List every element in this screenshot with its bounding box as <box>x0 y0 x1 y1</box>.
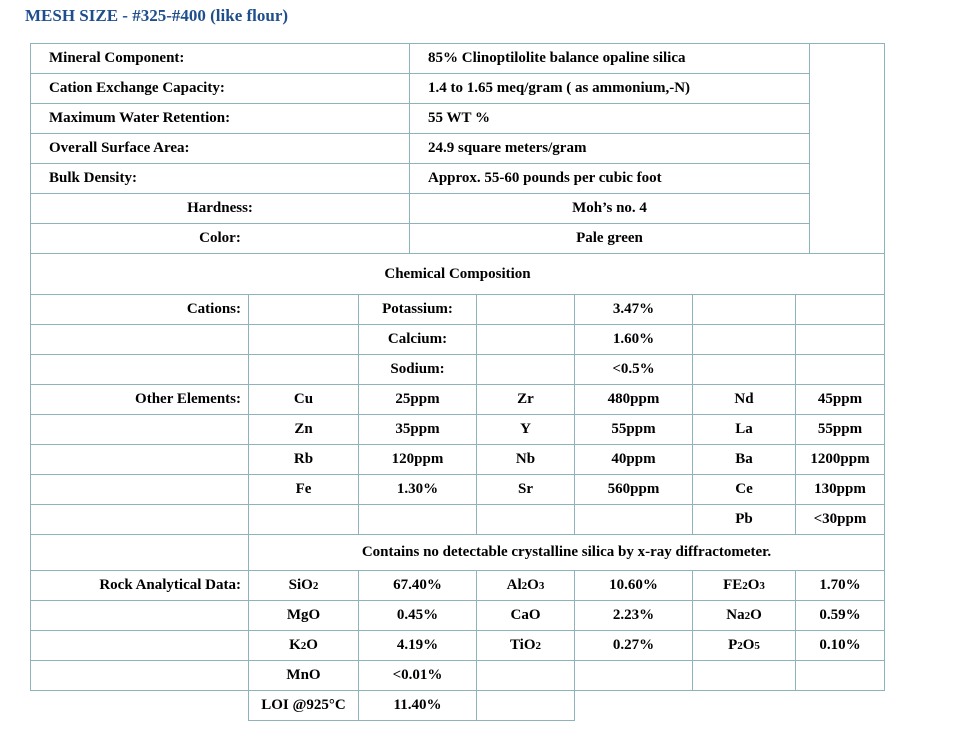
empty-cell <box>795 294 885 325</box>
element-value: 480ppm <box>574 384 693 415</box>
empty-cell <box>476 354 575 385</box>
oxide-value: 2.23% <box>574 600 693 631</box>
cations-label: Cations: <box>30 294 249 325</box>
element-symbol: Ba <box>692 444 796 475</box>
oxide-formula: MgO <box>248 600 359 631</box>
cations-label <box>30 354 249 385</box>
page-title: MESH SIZE - #325-#400 (like flour) <box>25 6 289 25</box>
oxide-value: 10.60% <box>574 570 693 601</box>
property-label: Bulk Density: <box>30 163 410 194</box>
element-symbol: Sr <box>476 474 575 505</box>
oxide-value: <0.01% <box>358 660 477 691</box>
cation-name: Sodium: <box>358 354 477 385</box>
element-value: <30ppm <box>795 504 885 535</box>
empty-side-cell <box>809 43 885 254</box>
oxide-formula <box>476 660 575 691</box>
element-value: 40ppm <box>574 444 693 475</box>
element-value: 55ppm <box>795 414 885 445</box>
element-value: 1200ppm <box>795 444 885 475</box>
cation-value: 3.47% <box>574 294 693 325</box>
element-value: 25ppm <box>358 384 477 415</box>
property-label: Maximum Water Retention: <box>30 103 410 134</box>
empty-cell <box>248 354 359 385</box>
element-value: 35ppm <box>358 414 477 445</box>
element-value: 560ppm <box>574 474 693 505</box>
property-value: 1.4 to 1.65 meq/gram ( as ammonium,-N) <box>409 73 810 104</box>
property-value: Approx. 55-60 pounds per cubic foot <box>409 163 810 194</box>
element-value: 45ppm <box>795 384 885 415</box>
other-elements-label <box>30 444 249 475</box>
rock-analytical-label <box>30 600 249 631</box>
empty-cell <box>476 690 575 721</box>
silica-note: Contains no detectable crystalline silica by x-ray diffractometer. <box>248 534 885 571</box>
loi-label: LOI @925°C <box>248 690 359 721</box>
oxide-formula: K 2 O <box>248 630 359 661</box>
cations-label <box>30 324 249 355</box>
property-label: Color: <box>30 223 410 254</box>
oxide-value: 0.59% <box>795 600 885 631</box>
property-label: Cation Exchange Capacity: <box>30 73 410 104</box>
element-value <box>574 504 693 535</box>
other-elements-label <box>30 414 249 445</box>
oxide-value <box>795 660 885 691</box>
oxide-value: 0.45% <box>358 600 477 631</box>
oxide-formula: TiO 2 <box>476 630 575 661</box>
empty-cell <box>795 324 885 355</box>
element-symbol: Cu <box>248 384 359 415</box>
rock-analytical-label <box>30 630 249 661</box>
element-symbol <box>476 504 575 535</box>
empty-cell <box>692 294 796 325</box>
property-value: 24.9 square meters/gram <box>409 133 810 164</box>
empty-cell <box>248 294 359 325</box>
empty-cell <box>795 354 885 385</box>
loi-value: 11.40% <box>358 690 477 721</box>
oxide-formula: MnO <box>248 660 359 691</box>
oxide-value: 67.40% <box>358 570 477 601</box>
property-value: Moh’s no. 4 <box>409 193 810 224</box>
element-symbol: Zr <box>476 384 575 415</box>
empty-cell <box>476 324 575 355</box>
element-symbol: Ce <box>692 474 796 505</box>
empty-cell <box>692 354 796 385</box>
element-symbol: La <box>692 414 796 445</box>
element-value: 55ppm <box>574 414 693 445</box>
other-elements-label: Other Elements: <box>30 384 249 415</box>
oxide-value <box>574 660 693 691</box>
other-elements-label <box>30 504 249 535</box>
element-symbol: Fe <box>248 474 359 505</box>
oxide-value: 0.27% <box>574 630 693 661</box>
element-symbol: Nd <box>692 384 796 415</box>
oxide-formula: Na 2 O <box>692 600 796 631</box>
other-elements-label <box>30 474 249 505</box>
cation-value: <0.5% <box>574 354 693 385</box>
oxide-formula: SiO 2 <box>248 570 359 601</box>
oxide-value: 0.10% <box>795 630 885 661</box>
property-value: Pale green <box>409 223 810 254</box>
property-label: Overall Surface Area: <box>30 133 410 164</box>
oxide-value: 4.19% <box>358 630 477 661</box>
empty-cell <box>30 534 249 571</box>
element-symbol: Y <box>476 414 575 445</box>
element-value: 1.30% <box>358 474 477 505</box>
element-symbol: Pb <box>692 504 796 535</box>
rock-analytical-label: Rock Analytical Data: <box>30 570 249 601</box>
element-symbol: Nb <box>476 444 575 475</box>
oxide-value: 1.70% <box>795 570 885 601</box>
element-value <box>358 504 477 535</box>
property-label: Mineral Component: <box>30 43 410 74</box>
oxide-formula: CaO <box>476 600 575 631</box>
element-value: 120ppm <box>358 444 477 475</box>
oxide-formula: FE 2 O 3 <box>692 570 796 601</box>
property-label: Hardness: <box>30 193 410 224</box>
rock-analytical-label <box>30 660 249 691</box>
cation-name: Calcium: <box>358 324 477 355</box>
empty-cell <box>692 324 796 355</box>
element-value: 130ppm <box>795 474 885 505</box>
property-value: 55 WT % <box>409 103 810 134</box>
cation-value: 1.60% <box>574 324 693 355</box>
chemical-composition-title: Chemical Composition <box>30 253 885 295</box>
property-value: 85% Clinoptilolite balance opaline silica <box>409 43 810 74</box>
empty-cell <box>476 294 575 325</box>
element-symbol: Zn <box>248 414 359 445</box>
element-symbol: Rb <box>248 444 359 475</box>
oxide-formula: P 2 O 5 <box>692 630 796 661</box>
oxide-formula <box>692 660 796 691</box>
element-symbol <box>248 504 359 535</box>
cation-name: Potassium: <box>358 294 477 325</box>
oxide-formula: Al 2 O 3 <box>476 570 575 601</box>
empty-cell <box>248 324 359 355</box>
